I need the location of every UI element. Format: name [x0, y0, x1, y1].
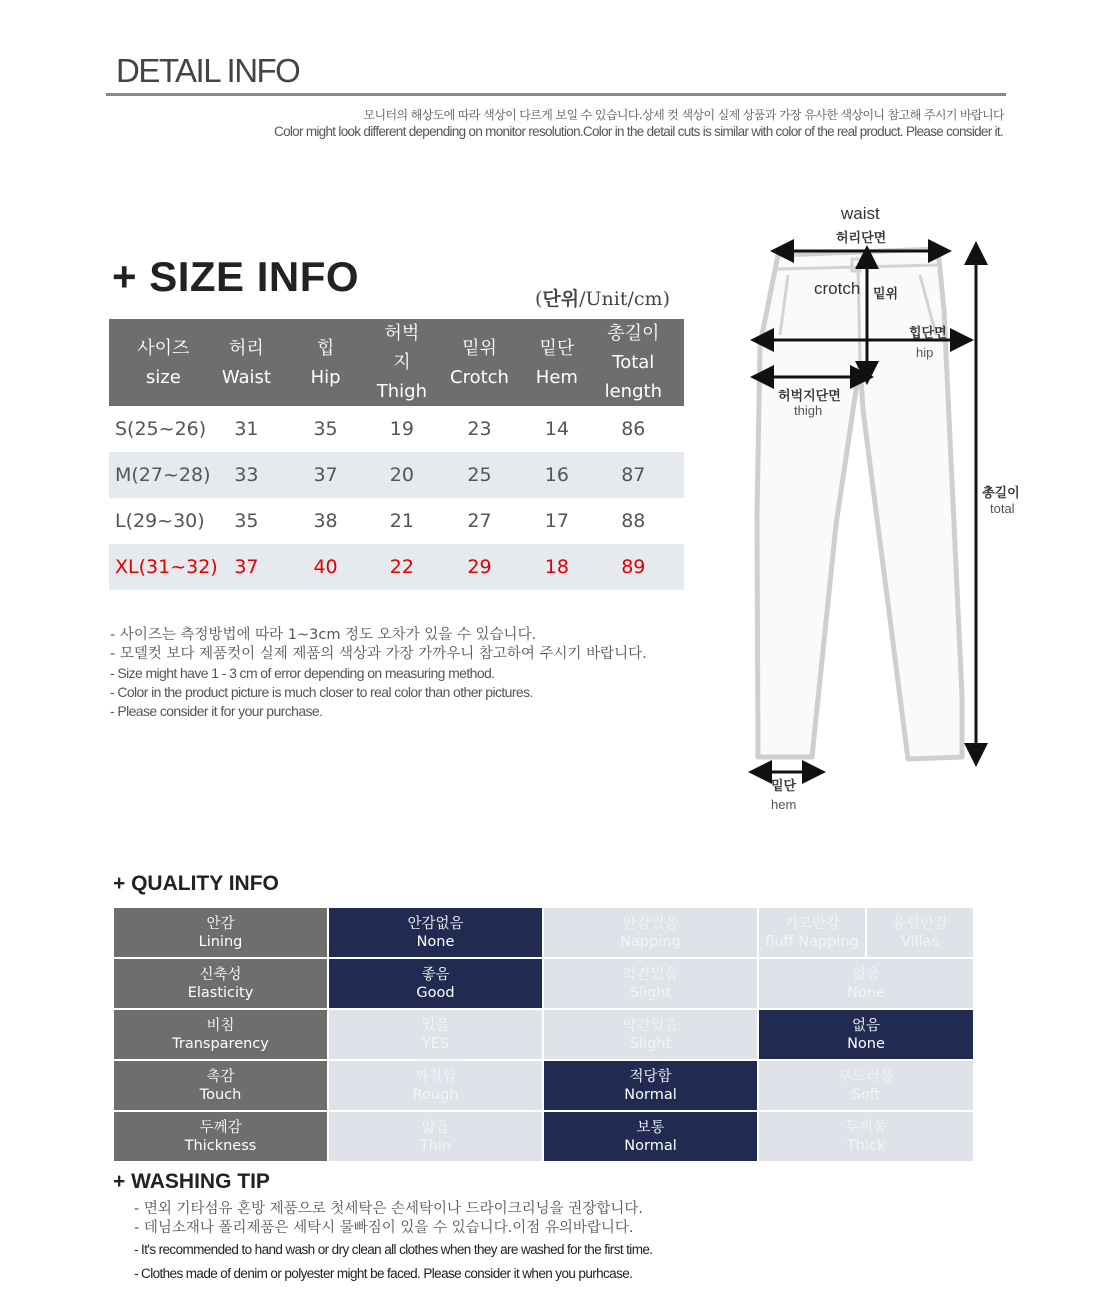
- table-row-highlighted: [109, 544, 684, 590]
- pants-measurement-diagram: [740, 195, 1040, 820]
- unit-english: /Unit/cm): [579, 288, 670, 310]
- quality-option-selected: 없음 None: [759, 1010, 973, 1059]
- crotch-cell: 29: [428, 544, 531, 590]
- quality-row-lining: [114, 908, 973, 957]
- waist-cell: 33: [218, 452, 275, 498]
- quality-option: 융털안감 Villas: [867, 908, 973, 957]
- thigh-label-korean: 허벅지단면: [778, 388, 841, 403]
- table-row: [109, 406, 684, 452]
- waist-label-korean: 허리단면: [836, 230, 887, 245]
- quality-label: 안감 Lining: [114, 908, 327, 957]
- total-label: total: [990, 501, 1015, 516]
- hip-label-korean: 힙단면: [909, 325, 947, 340]
- quality-option-selected: 좋음 Good: [329, 959, 542, 1008]
- hem-cell: 17: [544, 510, 569, 532]
- waist-cell: 35: [234, 510, 259, 532]
- quality-row-thickness: [114, 1112, 973, 1161]
- quality-option: 없음 None: [759, 959, 973, 1008]
- size-note: - Size might have 1 - 3 cm of error depending on measuring method.: [110, 665, 495, 681]
- quality-option: 까칠함 Rough: [329, 1061, 542, 1110]
- crotch-cell: 27: [467, 510, 492, 532]
- detail-note-english: Color might look different depending on monitor resolution.Color in the detail cuts is similar with color of the real product. Please consider it.: [274, 124, 1003, 139]
- unit-label: [535, 284, 670, 311]
- total-length-cell: 86: [621, 418, 646, 440]
- thigh-cell: 22: [376, 544, 428, 590]
- header-total-length: 총길이 Total length: [583, 319, 684, 406]
- washing-note: - 면외 기타섬유 혼방 제품으로 첫세탁은 손세탁이나 드라이크리닝을 권장합니다.: [134, 1201, 643, 1217]
- quality-option: 부드러움 Soft: [759, 1061, 973, 1110]
- size-cell: XL(31~32): [109, 544, 218, 590]
- table-row: [109, 498, 684, 544]
- total-length-cell: 89: [583, 544, 684, 590]
- quality-option: 두꺼움 Thick: [759, 1112, 973, 1161]
- size-note: - Please consider it for your purchase.: [110, 703, 323, 719]
- quality-label: 신축성 Elasticity: [114, 959, 327, 1008]
- size-notes: [110, 626, 647, 721]
- size-table-header: [109, 319, 684, 406]
- washing-note: - 데님소재나 폴리제품은 세탁시 물빠짐이 있을 수 있습니다.이점 유의바랍니다.: [134, 1220, 634, 1236]
- quality-row-transparency: [114, 1010, 973, 1059]
- hem-cell: 18: [531, 544, 582, 590]
- hip-cell: 40: [275, 544, 376, 590]
- crotch-label: crotch: [814, 279, 861, 298]
- hip-cell: 37: [275, 452, 376, 498]
- quality-option-selected: 보통 Normal: [544, 1112, 757, 1161]
- total-length-cell: 88: [621, 510, 646, 532]
- hip-cell: 38: [313, 510, 338, 532]
- quality-row-elasticity: [114, 959, 973, 1008]
- quality-label: 비침 Transparency: [114, 1010, 327, 1059]
- quality-option: 기모안감 fluff Napping: [759, 908, 865, 957]
- waist-label: waist: [841, 204, 880, 223]
- hem-cell: 16: [531, 452, 582, 498]
- crotch-label-korean: 밑위: [873, 286, 899, 301]
- quality-option-selected: 안감없음 None: [329, 908, 542, 957]
- detail-divider: [106, 93, 1006, 96]
- detail-info-title: DETAIL INFO: [116, 52, 300, 89]
- quality-option: 약간있음 Slight: [544, 1010, 757, 1059]
- washing-notes: [134, 1200, 652, 1286]
- waist-cell: 31: [234, 418, 259, 440]
- washing-note: - It's recommended to hand wash or dry clean all clothes when they are washed for the first time.: [134, 1242, 653, 1257]
- thigh-cell: 21: [389, 510, 414, 532]
- unit-korean: 단위: [542, 288, 580, 310]
- quality-option: 있음 YES: [329, 1010, 542, 1059]
- size-cell: M(27~28): [109, 452, 218, 498]
- quality-option: 약간있음 Slight: [544, 959, 757, 1008]
- quality-row-touch: [114, 1061, 973, 1110]
- size-note: - Color in the product picture is much closer to real color than other pictures.: [110, 684, 533, 700]
- thigh-cell: 19: [389, 418, 414, 440]
- hem-cell: 14: [544, 418, 569, 440]
- quality-table: [112, 906, 975, 1163]
- size-note: - 모델컷 보다 제품컷이 실제 제품의 색상과 가장 가까우니 참고하여 주시기 바랍니다.: [110, 646, 647, 662]
- total-label-korean: 총길이: [982, 485, 1020, 500]
- crotch-cell: 25: [428, 452, 531, 498]
- detail-note-korean: 모니터의 해상도에 따라 색상이 다르게 보일 수 있습니다.상세 컷 색상이 실제 상품과 가장 유사한 색상이니 참고해 주시기 바랍니다: [363, 108, 1004, 122]
- hem-label: hem: [771, 797, 797, 812]
- size-cell: S(25~26): [115, 418, 207, 440]
- header-waist: 허리 Waist: [218, 319, 275, 406]
- unit-open: (: [535, 288, 543, 310]
- size-info-title: + SIZE INFO: [112, 253, 360, 300]
- quality-option-selected: 적당함 Normal: [544, 1061, 757, 1110]
- header-size: 사이즈 size: [109, 319, 218, 406]
- quality-label: 두께감 Thickness: [114, 1112, 327, 1161]
- total-length-cell: 87: [583, 452, 684, 498]
- quality-option: 얇음 Thin: [329, 1112, 542, 1161]
- size-note: - 사이즈는 측정방법에 따라 1~3cm 정도 오차가 있을 수 있습니다.: [110, 627, 537, 643]
- hip-cell: 35: [313, 418, 338, 440]
- hip-label: hip: [916, 345, 934, 360]
- header-crotch: 밑위 Crotch: [428, 319, 531, 406]
- table-row: [109, 452, 684, 498]
- header-hip: 힙 Hip: [275, 319, 376, 406]
- header-thigh: 허벅지 Thigh: [376, 319, 428, 406]
- quality-info-title: + QUALITY INFO: [113, 872, 279, 895]
- washing-tip-title: + WASHING TIP: [113, 1170, 270, 1193]
- washing-note: - Clothes made of denim or polyester might be faced. Please consider it when you purhcase.: [134, 1266, 633, 1281]
- quality-label: 촉감 Touch: [114, 1061, 327, 1110]
- size-cell: L(29~30): [115, 510, 205, 532]
- size-table: [109, 319, 684, 590]
- quality-option: 안감있음 Napping: [544, 908, 757, 957]
- crotch-cell: 23: [467, 418, 492, 440]
- waist-cell: 37: [218, 544, 275, 590]
- header-hem: 밑단 Hem: [531, 319, 582, 406]
- hem-label-korean: 밑단: [771, 778, 797, 793]
- thigh-label: thigh: [794, 403, 823, 418]
- thigh-cell: 20: [376, 452, 428, 498]
